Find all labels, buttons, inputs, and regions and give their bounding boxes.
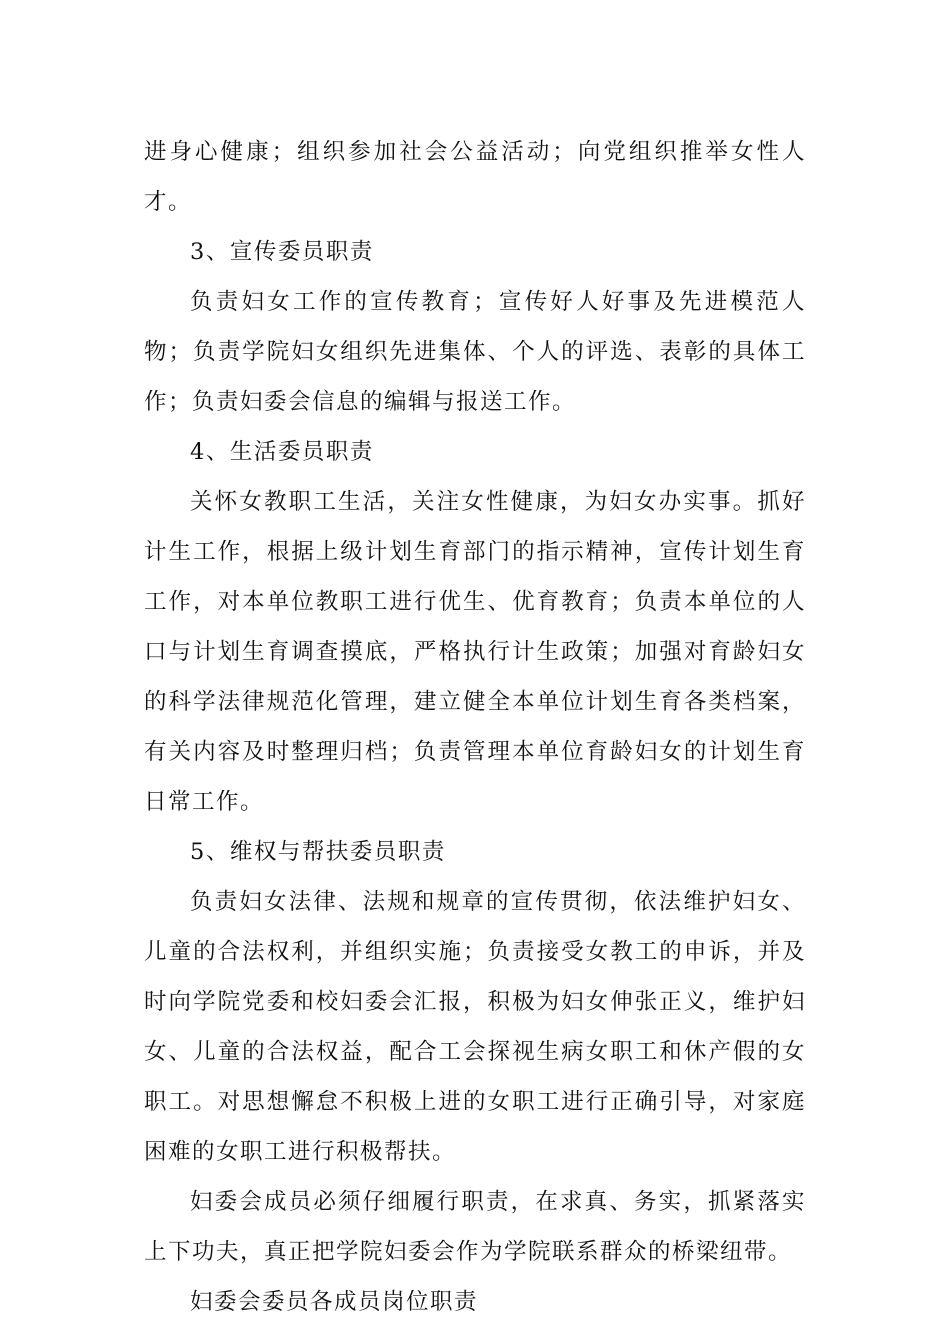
section-heading-rights: 5、维权与帮扶委员职责 bbox=[190, 839, 446, 865]
paragraph-publicity-duties: 负责妇女工作的宣传教育；宣传好人好事及先进模范人物；负责学院妇女组织先进集体、个人的评选、表彰的具体工作；负责妇委会信息的编辑与报送工作。 bbox=[144, 289, 806, 415]
section-heading-life: 4、生活委员职责 bbox=[190, 439, 374, 465]
paragraph-rights-duties: 负责妇女法律、法规和规章的宣传贯彻，依法维护妇女、儿童的合法权利，并组织实施；负责接受女教工的申诉，并及时向学院党委和校妇委会汇报，积极为妇女伸张正义，维护妇女、儿童的合法权益，配合工会探视生病女职工和休产假的女职工。对思想懈怠不积极上进的女职工进行正确引导，对家庭困难的女职工进行积极帮扶。 bbox=[144, 889, 806, 1165]
paragraph-life-duties: 关怀女教职工生活，关注女性健康，为妇女办实事。抓好计生工作，根据上级计划生育部门的指示精神，宣传计划生育工作，对本单位教职工进行优生、优育教育；负责本单位的人口与计划生育调查摸底，严格执行计生政策；加强对育龄妇女的科学法律规范化管理，建立健全本单位计划生育各类档案，有关内容及时整理归档；负责管理本单位育龄妇女的计划生育日常工作。 bbox=[144, 489, 806, 815]
paragraph-summary: 妇委会成员必须仔细履行职责，在求真、务实，抓紧落实上下功夫，真正把学院妇委会作为学院联系群众的桥梁纽带。 bbox=[144, 1189, 806, 1265]
section-heading-member-duties: 妇委会委员各成员岗位职责 bbox=[190, 1289, 479, 1315]
paragraph-continued: 进身心健康；组织参加社会公益活动；向党组织推举女性人才。 bbox=[144, 139, 806, 215]
document-body bbox=[144, 127, 806, 1327]
section-heading-publicity: 3、宣传委员职责 bbox=[190, 239, 374, 265]
